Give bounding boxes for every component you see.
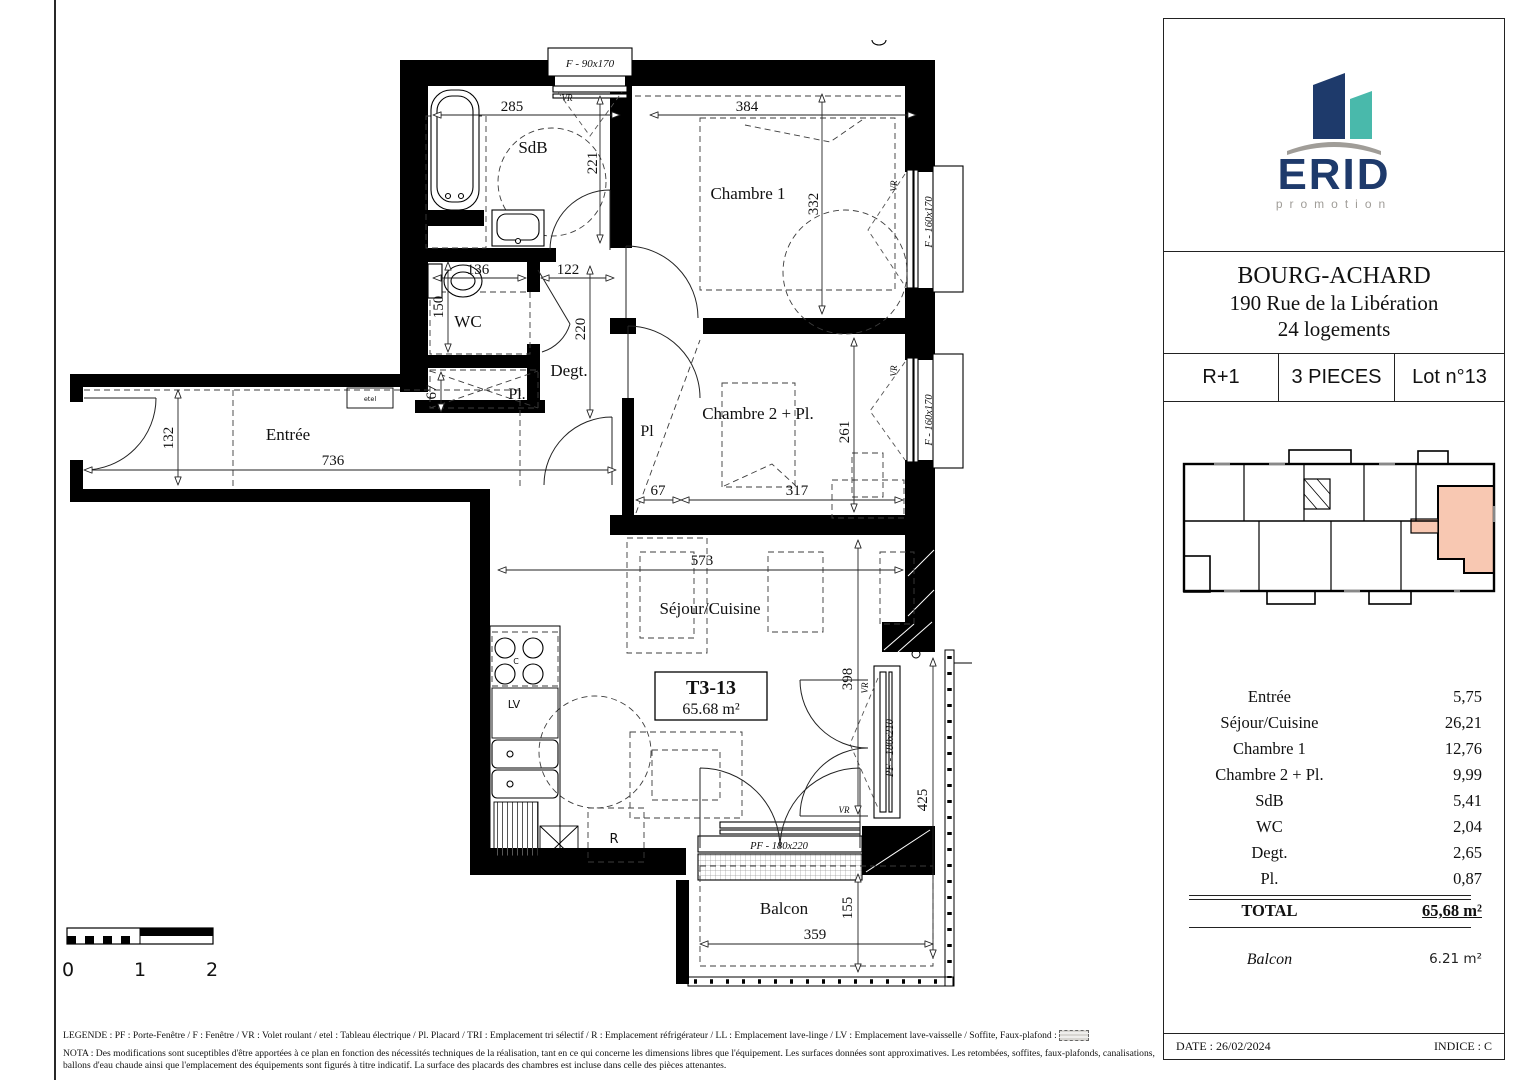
sink-1 — [492, 740, 558, 768]
room-label-sejour: Séjour/Cuisine — [659, 599, 761, 618]
scale-tick-2: 2 — [205, 959, 219, 981]
surface-room-label: SdB — [1255, 791, 1284, 810]
surface-room-value: 5,75 — [1453, 687, 1482, 706]
dim-67h: 67 — [650, 483, 666, 499]
divider-double — [1189, 895, 1471, 900]
total-value: 65,68 m² — [1422, 901, 1482, 920]
surface-room-label: Entrée — [1247, 687, 1291, 706]
room-label-pl-degt: Pl. — [508, 386, 526, 403]
wc-door — [538, 270, 570, 352]
surface-room-value: 9,99 — [1453, 765, 1482, 784]
surface-row — [1186, 814, 1486, 840]
surface-table — [1186, 684, 1486, 892]
key-plan-highlighted-unit — [1438, 486, 1494, 573]
surface-row — [1186, 788, 1486, 814]
unit-label: T3-13 — [686, 677, 736, 699]
key-plan — [1164, 431, 1504, 631]
dim-220: 220 — [573, 317, 589, 341]
erid-logo-icon — [1269, 59, 1399, 155]
sink-2 — [492, 770, 558, 798]
scale-tick-1: 1 — [133, 959, 147, 981]
unit-area: 65.68 m² — [682, 701, 740, 718]
balcony-threshold-hatch — [698, 854, 862, 880]
project-street: 190 Rue de la Libération — [1229, 291, 1439, 316]
dim-221: 221 — [585, 151, 601, 175]
room-label-wc: WC — [454, 312, 482, 331]
divider — [1164, 401, 1504, 402]
project-units: 24 logements — [1277, 316, 1391, 341]
erid-logo — [1164, 19, 1504, 251]
appliance-label-r: R — [609, 832, 619, 847]
dim-736: 736 — [321, 453, 345, 469]
drainer — [494, 802, 538, 856]
surface-row — [1186, 762, 1486, 788]
cooktop-burner — [495, 638, 515, 658]
vr-label-r2: VR — [889, 365, 899, 377]
surface-room-value: 5,41 — [1453, 791, 1482, 810]
room-label-chambre2: Chambre 2 + Pl. — [702, 404, 814, 423]
etel-label: etel — [363, 395, 377, 403]
dim-155: 155 — [840, 896, 856, 920]
surface-row — [1186, 736, 1486, 762]
room-label-pl-ch2: Pl — [640, 423, 654, 440]
scale-bar — [67, 928, 213, 944]
logo-name: ERID — [1277, 150, 1391, 200]
level-cell: R+1 — [1164, 353, 1279, 401]
logo-tower-navy — [1313, 73, 1345, 139]
window-label-f90: F - 90x170 — [565, 58, 615, 70]
turning-circle-chambre1 — [783, 210, 907, 334]
nota-text: NOTA : Des modifications sont suceptibles d'être apportées à ce plan en fonction des nécessités techniques de la réalisation, tant en ce qui concerne les dimensions libres que l'équipement. Les surfaces données sont approximatives. Les retombées, soffites, faux-plafonds, canalisations, ballons d'eau chaude ainsi que l'emplacement des équipements sont figurés à titre indicatif. La surface des placards des chambres est incluse dans celle des pièces attenantes. — [63, 1048, 1155, 1071]
surface-room-label: Séjour/Cuisine — [1220, 713, 1319, 732]
window-label-pf220: PF - 180x220 — [750, 841, 808, 852]
dim-67v: 67 — [424, 384, 440, 400]
room-label-sdb: SdB — [518, 138, 548, 157]
vr-label-r1: VR — [889, 180, 899, 192]
surface-row — [1186, 840, 1486, 866]
room-label-entree: Entrée — [265, 425, 311, 444]
surface-row — [1186, 684, 1486, 710]
surface-room-label: Pl. — [1260, 869, 1279, 888]
dim-122: 122 — [556, 262, 580, 278]
surface-room-label: Chambre 1 — [1233, 739, 1306, 758]
room-label-balcon: Balcon — [759, 899, 809, 918]
entry-door — [84, 398, 156, 470]
total-label: TOTAL — [1241, 901, 1298, 920]
dim-398: 398 — [840, 667, 856, 691]
window-label-pf210: PF - 180x210 — [885, 719, 896, 777]
surface-room-label: WC — [1256, 817, 1283, 836]
indice-text: INDICE : C — [1434, 1038, 1492, 1053]
date-indice-box — [1164, 1033, 1504, 1059]
chambre1-door — [626, 246, 698, 318]
divider — [1189, 927, 1471, 928]
lot-cell: Lot n°13 — [1412, 365, 1487, 388]
turning-circle-sejour — [539, 696, 651, 808]
room-label-chambre1: Chambre 1 — [710, 184, 786, 203]
legend-line — [63, 1030, 1155, 1041]
north-mark — [872, 40, 886, 45]
bed-chambre1 — [700, 118, 895, 290]
sdb-door — [550, 190, 610, 250]
room-label-degt: Degt. — [550, 361, 588, 380]
dim-359: 359 — [803, 927, 827, 943]
surface-row — [1186, 710, 1486, 736]
balcony-row — [1186, 951, 1486, 969]
legend-text: LEGENDE : PF : Porte-Fenêtre / F : Fenêtre / VR : Volet roulant / etel : Tableau électrique / Pl. Placard / TRI : Emplacement tri sélectif / R : Emplacement réfrigérateur / LL : Emplacement lave-linge / LV : Emplacement lave-vaisselle / Soffite, Faux-plafond : — [63, 1030, 1060, 1041]
balcony-value: 6.21 m² — [1429, 951, 1482, 967]
dim-573: 573 — [690, 553, 714, 569]
logo-subtitle: promotion — [1275, 196, 1393, 211]
surface-row — [1186, 866, 1486, 892]
surface-room-value: 0,87 — [1453, 869, 1482, 888]
dim-332: 332 — [806, 192, 822, 216]
scale-tick-0: 0 — [61, 959, 75, 981]
balcony-inner-dashed — [700, 866, 933, 966]
surface-total-row — [1186, 901, 1486, 921]
dim-132: 132 — [161, 426, 177, 450]
surface-room-label: Degt. — [1251, 843, 1288, 862]
dim-317: 317 — [785, 483, 809, 499]
type-cell: 3 PIECES — [1279, 353, 1395, 401]
dim-285: 285 — [500, 99, 524, 115]
chambre2-door — [628, 326, 700, 398]
window-f160-1-frame — [933, 166, 963, 292]
lot-info-row — [1164, 353, 1504, 401]
soffit-hatch-sample — [1059, 1030, 1089, 1041]
project-address-block — [1164, 251, 1504, 353]
dim-425: 425 — [915, 788, 931, 812]
window-f160-2-frame — [933, 354, 963, 468]
surface-room-value: 26,21 — [1444, 713, 1482, 732]
surface-room-value: 2,65 — [1453, 843, 1482, 862]
dishwasher-box — [492, 688, 558, 738]
date-text: DATE : 26/02/2024 — [1176, 1038, 1271, 1053]
hall-sejour-door — [544, 417, 612, 485]
logo-tower-teal — [1350, 91, 1372, 139]
surface-room-label: Chambre 2 + Pl. — [1215, 765, 1324, 784]
dim-261: 261 — [837, 420, 853, 444]
balcony-label: Balcon — [1246, 951, 1293, 968]
surface-room-value: 12,76 — [1444, 739, 1482, 758]
table-sejour — [630, 732, 742, 818]
title-block-panel — [1163, 18, 1505, 1060]
window-label-f160-2: F - 160x170 — [924, 394, 935, 446]
vr-label-r3: VR — [860, 682, 870, 694]
appliance-label-lv: LV — [507, 698, 521, 711]
project-city: BOURG-ACHARD — [1237, 262, 1431, 289]
appliance-label-c: C — [513, 657, 519, 666]
dim-384: 384 — [735, 99, 759, 115]
dim-150: 150 — [431, 295, 447, 319]
vr-label-bottom: VR — [838, 805, 850, 815]
toilet-tank — [428, 264, 442, 298]
vr-label-top: VR — [561, 93, 573, 103]
surface-room-value: 2,04 — [1453, 817, 1482, 836]
bed-chambre2 — [722, 383, 795, 487]
dim-136: 136 — [466, 262, 490, 278]
window-label-f160-1: F - 160x170 — [924, 196, 935, 248]
